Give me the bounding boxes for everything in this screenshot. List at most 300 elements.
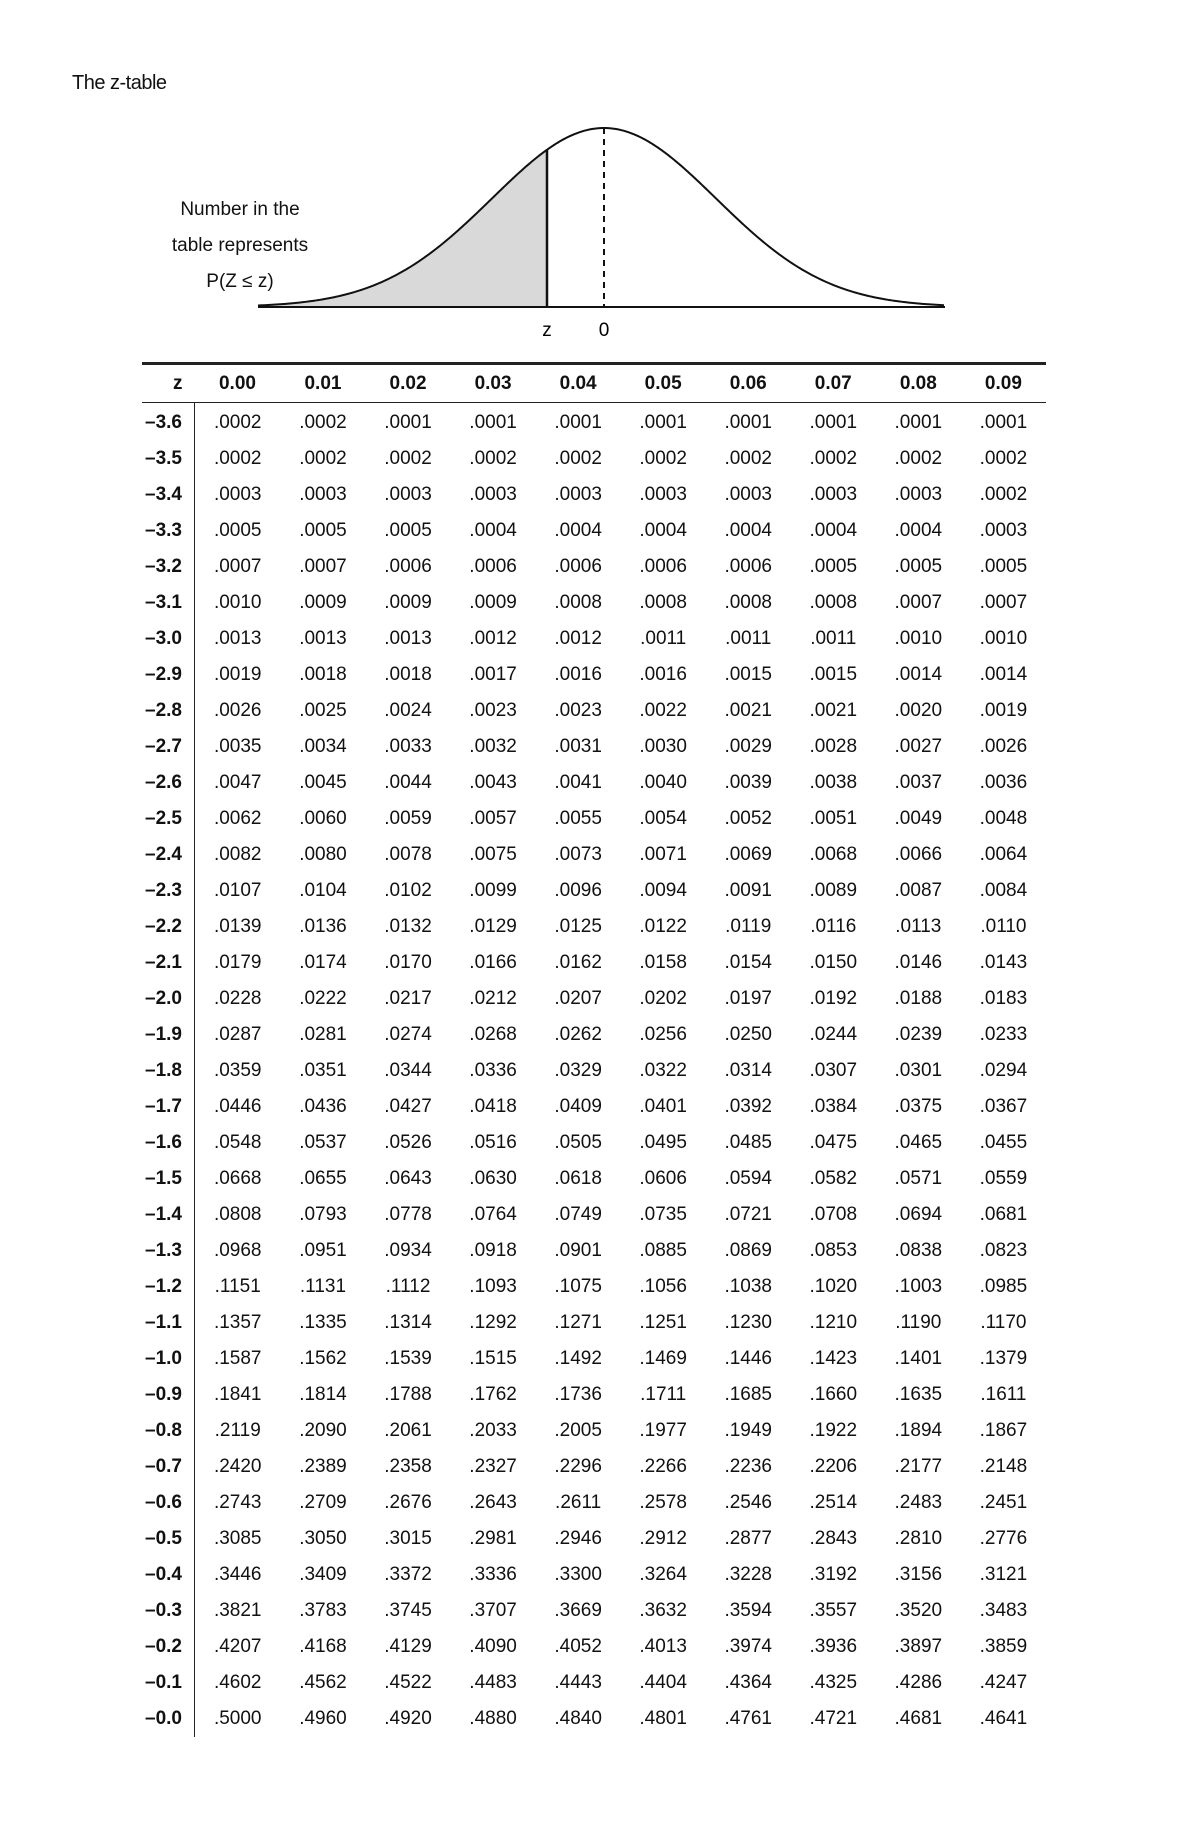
probability-cell: .2236 [724, 1456, 772, 1477]
probability-cell: .1446 [724, 1348, 772, 1369]
probability-cell: .4522 [384, 1672, 432, 1693]
probability-cell: .0021 [724, 700, 772, 721]
figure-caption [150, 192, 330, 300]
z-value-cell: –1.8 [142, 1053, 195, 1089]
probability-cell: .2946 [554, 1528, 602, 1549]
probability-cell: .1112 [385, 1276, 431, 1297]
probability-cell: .0002 [724, 448, 772, 469]
probability-cell: .0064 [979, 844, 1028, 865]
probability-cell: .1056 [639, 1276, 687, 1297]
probability-cell: .0054 [639, 808, 687, 829]
probability-cell: .0793 [299, 1204, 347, 1225]
table-row [142, 1017, 1046, 1053]
table-row [142, 1629, 1046, 1665]
probability-cell: .0002 [554, 448, 602, 469]
probability-cell: .3228 [724, 1564, 772, 1585]
probability-cell: .4286 [894, 1672, 943, 1693]
probability-cell: .0001 [979, 412, 1028, 433]
probability-cell: .0681 [979, 1204, 1028, 1225]
probability-cell: .4013 [639, 1636, 687, 1657]
probability-cell: .0808 [213, 1204, 262, 1225]
z-value-cell: –2.6 [142, 765, 195, 801]
probability-cell: .3859 [979, 1636, 1028, 1657]
probability-cell: .3594 [724, 1600, 772, 1621]
probability-cell: .4483 [469, 1672, 517, 1693]
table-row [142, 441, 1046, 477]
probability-cell: .0059 [384, 808, 432, 829]
probability-cell: .0146 [894, 952, 943, 973]
table-row [142, 477, 1046, 513]
probability-cell: .0001 [724, 412, 772, 433]
table-row [142, 513, 1046, 549]
probability-cell: .1762 [469, 1384, 517, 1405]
probability-cell: .0548 [213, 1132, 262, 1153]
page-title: The z-table [72, 72, 167, 94]
probability-cell: .0594 [724, 1168, 772, 1189]
probability-cell: .0010 [979, 628, 1028, 649]
probability-cell: .0099 [469, 880, 517, 901]
z-value-cell: –0.2 [142, 1629, 195, 1665]
z-value-cell: –0.5 [142, 1521, 195, 1557]
probability-cell: .1423 [809, 1348, 858, 1369]
z-value-cell: –2.7 [142, 729, 195, 765]
probability-cell: .0016 [554, 664, 602, 685]
probability-cell: .0041 [554, 772, 602, 793]
probability-cell: .1814 [299, 1384, 347, 1405]
probability-cell: .0029 [724, 736, 772, 757]
probability-cell: .5000 [213, 1708, 262, 1729]
probability-cell: .0094 [639, 880, 687, 901]
probability-cell: .0465 [894, 1132, 943, 1153]
probability-cell: .0154 [724, 952, 772, 973]
probability-cell: .0003 [809, 484, 858, 505]
probability-cell: .0001 [639, 412, 687, 433]
probability-cell: .0062 [213, 808, 262, 829]
probability-cell: .1314 [384, 1312, 432, 1333]
probability-cell: .0885 [639, 1240, 687, 1261]
probability-cell: .3372 [384, 1564, 432, 1585]
probability-cell: .0162 [554, 952, 602, 973]
probability-cell: .0359 [213, 1060, 262, 1081]
probability-cell: .0034 [299, 736, 347, 757]
probability-cell: .3483 [979, 1600, 1028, 1621]
probability-cell: .0043 [469, 772, 517, 793]
column-header: 0.02 [389, 372, 427, 394]
probability-cell: .3085 [213, 1528, 262, 1549]
z-value-cell: –3.4 [142, 477, 195, 513]
probability-cell: .1151 [214, 1276, 261, 1297]
probability-cell: .0002 [213, 412, 262, 433]
probability-cell: .4880 [469, 1708, 517, 1729]
probability-cell: .0559 [979, 1168, 1028, 1189]
probability-cell: .0004 [554, 520, 602, 541]
column-header: 0.00 [218, 372, 256, 394]
probability-cell: .3409 [299, 1564, 347, 1585]
probability-cell: .3707 [469, 1600, 517, 1621]
probability-cell: .1020 [809, 1276, 858, 1297]
probability-cell: .0028 [809, 736, 858, 757]
probability-cell: .0005 [299, 520, 347, 541]
probability-cell: .0006 [724, 556, 772, 577]
probability-cell: .0174 [299, 952, 347, 973]
probability-cell: .0183 [979, 988, 1028, 1009]
probability-cell: .0002 [979, 448, 1028, 469]
z-value-cell: –3.3 [142, 513, 195, 549]
probability-cell: .0918 [469, 1240, 517, 1261]
probability-cell: .0084 [979, 880, 1028, 901]
probability-cell: .0014 [979, 664, 1028, 685]
probability-cell: .2177 [894, 1456, 943, 1477]
probability-cell: .2148 [979, 1456, 1028, 1477]
probability-cell: .0011 [640, 628, 687, 649]
probability-cell: .0006 [554, 556, 602, 577]
probability-cell: .0179 [213, 952, 262, 973]
probability-cell: .0066 [894, 844, 943, 865]
probability-cell: .0239 [894, 1024, 943, 1045]
probability-cell: .0011 [810, 628, 857, 649]
probability-cell: .0010 [894, 628, 943, 649]
probability-cell: .1635 [894, 1384, 943, 1405]
probability-cell: .0039 [724, 772, 772, 793]
probability-cell: .1131 [299, 1276, 347, 1297]
probability-cell: .0188 [894, 988, 943, 1009]
table-row [142, 981, 1046, 1017]
probability-cell: .0721 [724, 1204, 772, 1225]
probability-cell: .2514 [809, 1492, 858, 1513]
z-value-cell: –3.5 [142, 441, 195, 477]
z-value-cell: –0.0 [142, 1701, 195, 1737]
probability-cell: .0003 [299, 484, 347, 505]
probability-cell: .0764 [469, 1204, 517, 1225]
z-value-cell: –2.5 [142, 801, 195, 837]
probability-cell: .3974 [724, 1636, 772, 1657]
probability-cell: .4960 [299, 1708, 347, 1729]
probability-cell: .1038 [724, 1276, 772, 1297]
probability-cell: .1271 [554, 1312, 602, 1333]
probability-cell: .0016 [639, 664, 687, 685]
probability-cell: .2033 [469, 1420, 517, 1441]
probability-cell: .0630 [469, 1168, 517, 1189]
probability-cell: .0281 [299, 1024, 347, 1045]
probability-cell: .0009 [299, 592, 347, 613]
probability-cell: .0122 [639, 916, 687, 937]
probability-cell: .0571 [894, 1168, 943, 1189]
probability-cell: .0030 [639, 736, 687, 757]
column-header: 0.07 [814, 372, 852, 394]
probability-cell: .2912 [639, 1528, 687, 1549]
z-value-cell: –0.8 [142, 1413, 195, 1449]
probability-cell: .0052 [724, 808, 772, 829]
z-value-cell: –2.3 [142, 873, 195, 909]
probability-cell: .2420 [213, 1456, 262, 1477]
probability-cell: .1292 [469, 1312, 517, 1333]
probability-cell: .2389 [299, 1456, 347, 1477]
probability-cell: .0618 [554, 1168, 602, 1189]
probability-cell: .1867 [979, 1420, 1028, 1441]
probability-cell: .0274 [384, 1024, 432, 1045]
z-value-cell: –3.2 [142, 549, 195, 585]
probability-cell: .4602 [213, 1672, 262, 1693]
probability-cell: .3121 [979, 1564, 1028, 1585]
normal-curve-figure [0, 0, 1200, 360]
probability-cell: .0049 [894, 808, 943, 829]
probability-cell: .3015 [384, 1528, 432, 1549]
column-header: 0.08 [899, 372, 937, 394]
probability-cell: .0045 [299, 772, 347, 793]
probability-cell: .0007 [894, 592, 943, 613]
probability-cell: .0119 [725, 916, 772, 937]
probability-cell: .0008 [554, 592, 602, 613]
probability-cell: .0409 [554, 1096, 602, 1117]
probability-cell: .0485 [724, 1132, 772, 1153]
probability-cell: .2296 [554, 1456, 602, 1477]
probability-cell: .0329 [554, 1060, 602, 1081]
table-row [142, 1233, 1046, 1269]
probability-cell: .0104 [299, 880, 347, 901]
probability-cell: .0001 [554, 412, 602, 433]
table-row [142, 1557, 1046, 1593]
probability-cell: .0082 [213, 844, 262, 865]
probability-cell: .0322 [639, 1060, 687, 1081]
probability-cell: .0010 [213, 592, 262, 613]
probability-cell: .0222 [299, 988, 347, 1009]
probability-cell: .2266 [639, 1456, 687, 1477]
probability-cell: .0301 [894, 1060, 943, 1081]
probability-cell: .0055 [554, 808, 602, 829]
table-row [142, 621, 1046, 657]
probability-cell: .3669 [554, 1600, 602, 1621]
z-value-cell: –1.1 [142, 1305, 195, 1341]
probability-cell: .3050 [299, 1528, 347, 1549]
probability-cell: .0004 [809, 520, 858, 541]
probability-cell: .0004 [469, 520, 517, 541]
probability-cell: .3156 [894, 1564, 943, 1585]
probability-cell: .0113 [895, 916, 942, 937]
probability-cell: .0375 [894, 1096, 943, 1117]
probability-cell: .2327 [469, 1456, 517, 1477]
probability-cell: .0694 [894, 1204, 943, 1225]
probability-cell: .0384 [809, 1096, 858, 1117]
z-value-cell: –1.2 [142, 1269, 195, 1305]
probability-cell: .1210 [809, 1312, 858, 1333]
probability-cell: .1611 [980, 1384, 1027, 1405]
probability-cell: .0401 [639, 1096, 687, 1117]
probability-cell: .0075 [469, 844, 517, 865]
probability-cell: .0418 [469, 1096, 517, 1117]
z-value-cell: –1.7 [142, 1089, 195, 1125]
probability-cell: .3936 [809, 1636, 858, 1657]
probability-cell: .0001 [809, 412, 858, 433]
probability-cell: .0207 [554, 988, 602, 1009]
table-row [142, 1089, 1046, 1125]
probability-cell: .0968 [213, 1240, 262, 1261]
probability-cell: .0060 [299, 808, 347, 829]
probability-cell: .0040 [639, 772, 687, 793]
probability-cell: .0001 [469, 412, 517, 433]
probability-cell: .0455 [979, 1132, 1028, 1153]
probability-cell: .0007 [979, 592, 1028, 613]
probability-cell: .0901 [554, 1240, 602, 1261]
table-row [142, 1053, 1046, 1089]
probability-cell: .0004 [894, 520, 943, 541]
probability-cell: .0051 [809, 808, 858, 829]
probability-cell: .0197 [724, 988, 772, 1009]
probability-cell: .4562 [299, 1672, 347, 1693]
probability-cell: .0014 [894, 664, 943, 685]
probability-cell: .0526 [384, 1132, 432, 1153]
table-row [142, 909, 1046, 945]
probability-cell: .0668 [213, 1168, 262, 1189]
probability-cell: .0020 [894, 700, 943, 721]
probability-cell: .0250 [724, 1024, 772, 1045]
probability-cell: .0021 [809, 700, 858, 721]
probability-cell: .4443 [554, 1672, 602, 1693]
probability-cell: .0778 [384, 1204, 432, 1225]
probability-cell: .0089 [809, 880, 858, 901]
z-column-header: z [173, 372, 183, 394]
probability-cell: .0446 [213, 1096, 262, 1117]
probability-cell: .0006 [469, 556, 517, 577]
probability-cell: .0001 [894, 412, 943, 433]
probability-cell: .0934 [384, 1240, 432, 1261]
probability-cell: .0287 [213, 1024, 262, 1045]
probability-cell: .0853 [809, 1240, 858, 1261]
probability-cell: .0019 [979, 700, 1028, 721]
probability-cell: .0002 [299, 448, 347, 469]
probability-cell: .0023 [554, 700, 602, 721]
probability-cell: .2578 [639, 1492, 687, 1513]
probability-cell: .0008 [724, 592, 772, 613]
probability-cell: .1190 [895, 1312, 942, 1333]
probability-cell: .3446 [213, 1564, 262, 1585]
probability-cell: .1711 [640, 1384, 687, 1405]
probability-cell: .2643 [469, 1492, 517, 1513]
column-header: 0.06 [729, 372, 767, 394]
table-row [142, 657, 1046, 693]
probability-cell: .1736 [554, 1384, 602, 1405]
probability-cell: .0006 [639, 556, 687, 577]
probability-cell: .0749 [554, 1204, 602, 1225]
z-value-cell: –2.2 [142, 909, 195, 945]
probability-cell: .0344 [384, 1060, 432, 1081]
probability-cell: .0031 [554, 736, 602, 757]
probability-cell: .1515 [469, 1348, 517, 1369]
probability-cell: .0024 [384, 700, 432, 721]
bell-curve [258, 128, 944, 305]
probability-cell: .1562 [299, 1348, 347, 1369]
probability-cell: .1003 [894, 1276, 943, 1297]
probability-cell: .1170 [980, 1312, 1027, 1333]
z-value-cell: –0.6 [142, 1485, 195, 1521]
probability-cell: .1093 [469, 1276, 517, 1297]
probability-cell: .2877 [724, 1528, 772, 1549]
probability-cell: .0139 [213, 916, 262, 937]
probability-cell: .0012 [554, 628, 602, 649]
caption-line: Number in the [180, 199, 300, 220]
probability-cell: .3745 [384, 1600, 432, 1621]
probability-cell: .0038 [809, 772, 858, 793]
probability-cell: .0823 [979, 1240, 1028, 1261]
z-value-cell: –2.8 [142, 693, 195, 729]
probability-cell: .3300 [554, 1564, 602, 1585]
probability-cell: .0005 [979, 556, 1028, 577]
probability-cell: .0025 [299, 700, 347, 721]
z-value-cell: –0.3 [142, 1593, 195, 1629]
probability-cell: .0047 [213, 772, 262, 793]
probability-cell: .0003 [469, 484, 517, 505]
probability-cell: .0018 [299, 664, 347, 685]
probability-cell: .3783 [299, 1600, 347, 1621]
probability-cell: .0505 [554, 1132, 602, 1153]
probability-cell: .4052 [554, 1636, 602, 1657]
table-row [142, 1269, 1046, 1305]
probability-cell: .0003 [554, 484, 602, 505]
probability-cell: .0013 [213, 628, 262, 649]
probability-cell: .0044 [384, 772, 432, 793]
table-row [142, 403, 1046, 442]
probability-cell: .0005 [809, 556, 858, 577]
zero-label: 0 [598, 320, 610, 341]
probability-cell: .0011 [725, 628, 772, 649]
probability-cell: .3264 [639, 1564, 687, 1585]
probability-cell: .0606 [639, 1168, 687, 1189]
table-row [142, 549, 1046, 585]
probability-cell: .4721 [809, 1708, 858, 1729]
table-row [142, 1341, 1046, 1377]
table-row [142, 1521, 1046, 1557]
probability-cell: .2119 [214, 1420, 261, 1441]
table-row [142, 945, 1046, 981]
table-row [142, 1377, 1046, 1413]
column-header: 0.04 [559, 372, 597, 394]
column-header: 0.09 [984, 372, 1022, 394]
probability-cell: .0087 [894, 880, 943, 901]
probability-cell: .3520 [894, 1600, 943, 1621]
normal-curve-svg [0, 0, 1200, 360]
table-row [142, 801, 1046, 837]
probability-cell: .1660 [809, 1384, 858, 1405]
probability-cell: .0048 [979, 808, 1028, 829]
probability-cell: .4681 [894, 1708, 943, 1729]
table-row [142, 1197, 1046, 1233]
probability-cell: .0019 [213, 664, 262, 685]
header-row [142, 364, 1046, 403]
probability-cell: .2981 [469, 1528, 517, 1549]
column-header: 0.05 [644, 372, 682, 394]
probability-cell: .0336 [469, 1060, 517, 1081]
table-row [142, 1593, 1046, 1629]
probability-cell: .4840 [554, 1708, 602, 1729]
probability-cell: .0150 [809, 952, 858, 973]
probability-cell: .0013 [384, 628, 432, 649]
probability-cell: .0008 [809, 592, 858, 613]
probability-cell: .0013 [299, 628, 347, 649]
probability-cell: .0262 [554, 1024, 602, 1045]
table-row [142, 693, 1046, 729]
probability-cell: .0166 [469, 952, 517, 973]
probability-cell: .0107 [213, 880, 262, 901]
z-value-cell: –1.6 [142, 1125, 195, 1161]
probability-cell: .1894 [894, 1420, 943, 1441]
probability-cell: .4090 [469, 1636, 517, 1657]
table-row [142, 873, 1046, 909]
probability-cell: .2810 [894, 1528, 943, 1549]
z-value-cell: –1.4 [142, 1197, 195, 1233]
probability-cell: .0110 [980, 916, 1027, 937]
probability-cell: .0170 [384, 952, 432, 973]
probability-cell: .3897 [894, 1636, 943, 1657]
probability-cell: .0001 [384, 412, 432, 433]
